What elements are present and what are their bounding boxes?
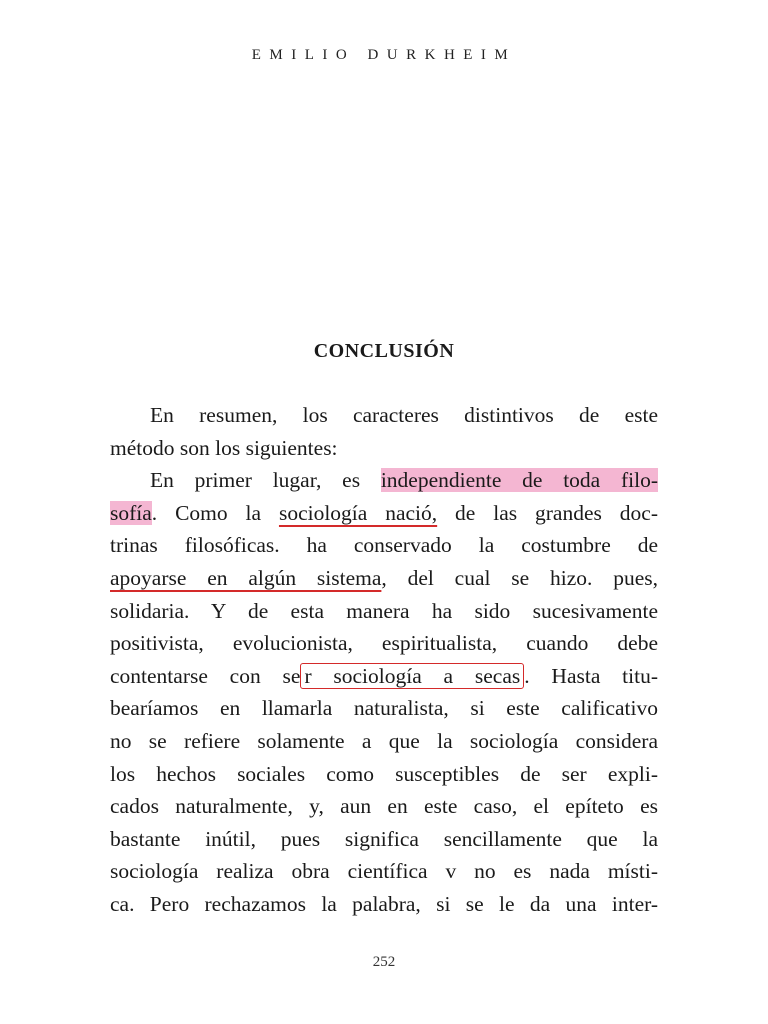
text-span: los hechos sociales como susceptibles de ser expli-: [110, 761, 658, 786]
text-line: [110, 888, 658, 921]
text-span: cados naturalmente, y, aun en este caso, el epíteto es: [110, 794, 658, 819]
text-span: sociología realiza obra científica v no es nada místi-: [110, 859, 658, 884]
text-span: solidaria. Y de esta manera ha sido sucesivamente: [110, 598, 658, 623]
text-line: [110, 692, 658, 725]
text-line: [110, 529, 658, 562]
text-line: [110, 497, 658, 530]
highlighted-text: sofía: [110, 500, 152, 525]
underlined-text: sociología nació,: [278, 500, 438, 525]
page-number: 252: [372, 954, 396, 970]
text-span: ca. Pero rechazamos la palabra, si se le da una inter-: [110, 891, 658, 916]
text-line: [110, 660, 658, 693]
text-line: [110, 562, 658, 595]
text-line: [110, 464, 658, 497]
text-line: [110, 595, 658, 628]
text-line: [110, 432, 658, 465]
text-span: método son los siguientes:: [110, 435, 338, 460]
text-span: trinas filosóficas. ha conservado la costumbre de: [110, 533, 658, 558]
text-span: . Hasta titu-: [524, 663, 658, 688]
text-line: [110, 855, 658, 888]
highlighted-text: independiente de toda filo-: [380, 468, 658, 493]
text-span: de las grandes doc-: [437, 500, 658, 525]
text-line: [110, 725, 658, 758]
text-span: En primer lugar, es: [150, 468, 381, 493]
running-head: EMILIO DURKHEIM: [251, 47, 517, 63]
boxed-annotation: r sociología a secas: [300, 663, 524, 689]
text-line: [110, 399, 658, 432]
body-text: [110, 399, 658, 921]
text-span: . Como la: [151, 500, 279, 525]
text-span: bastante inútil, pues significa sencillamente que la: [110, 826, 658, 851]
text-span: En resumen, los caracteres distintivos de este: [150, 403, 658, 427]
text-span: positivista, evolucionista, espiritualista, cuando debe: [110, 631, 658, 656]
text-span: contentarse con se: [110, 663, 301, 688]
text-line: [110, 758, 658, 791]
text-span: bearíamos en llamarla naturalista, si este calificativo: [110, 696, 658, 721]
text-line: [110, 823, 658, 856]
underlined-text: apoyarse en algún sistema: [110, 565, 382, 590]
text-line: [110, 790, 658, 823]
text-span: , del cual se hizo. pues,: [381, 565, 658, 590]
text-line: [110, 627, 658, 660]
text-span: no se refiere solamente a que la sociología considera: [110, 728, 658, 753]
chapter-title: CONCLUSIÓN: [313, 340, 455, 362]
